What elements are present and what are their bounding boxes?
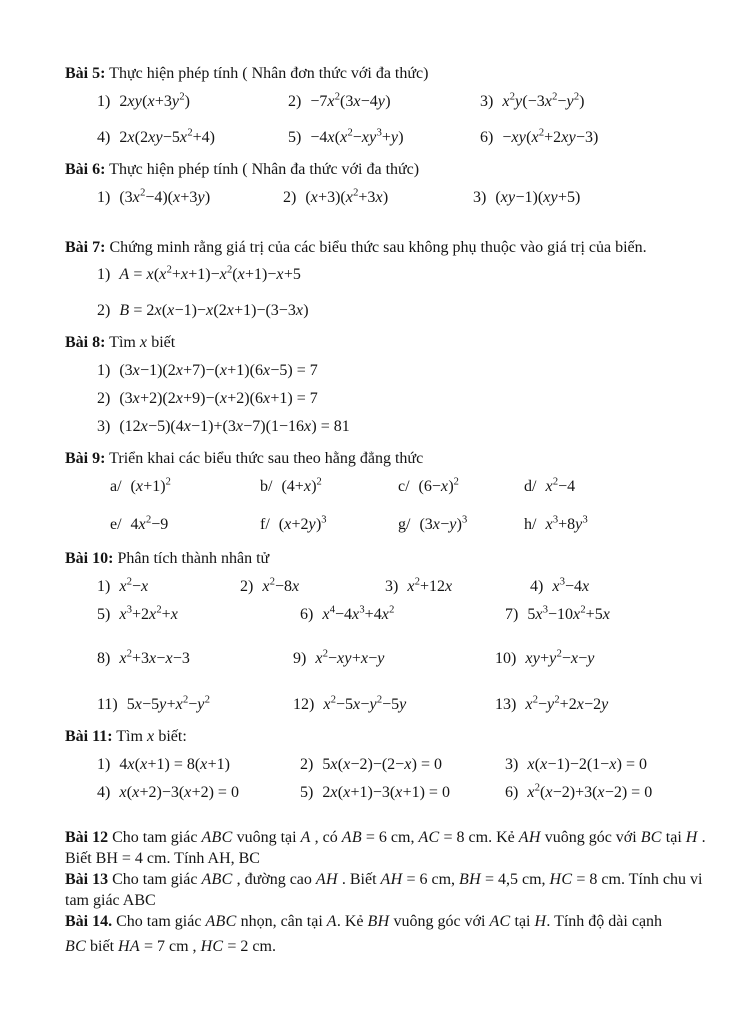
exercise-13 bbox=[65, 869, 713, 911]
math-segment: AC bbox=[489, 913, 511, 931]
math-expression: (12x−5)(4x−1)+(3x−7)(1−16x) = 81 bbox=[119, 418, 350, 436]
math-expression: $x^2+3x-x-3$ bbox=[119, 648, 190, 667]
exercise-5-title-text: Thực hiện phép tính ( Nhân đơn thức với đa thức) bbox=[105, 65, 429, 82]
item-label: a/ bbox=[110, 477, 122, 495]
exercise-10-row-3 bbox=[97, 645, 707, 673]
exercise-6-row-1 bbox=[97, 184, 707, 212]
exercise-10 bbox=[65, 549, 707, 719]
item-label: 3) bbox=[473, 188, 487, 206]
text-segment: biết bbox=[86, 938, 119, 956]
exercise-9-row-2 bbox=[110, 511, 707, 539]
exercise-11-title-text: Tìm bbox=[112, 727, 147, 745]
item-label: 4) bbox=[97, 783, 111, 801]
math-item bbox=[97, 696, 293, 714]
math-expression: $A = x(x^2+x+1)-x^2(x+1)-x+5$ bbox=[119, 265, 301, 284]
math-expression: x(x+2)−3(x+2) = 0 bbox=[119, 783, 239, 801]
item-label: 3) bbox=[97, 418, 111, 436]
math-item bbox=[97, 606, 300, 624]
exercise-9-row-1 bbox=[110, 473, 707, 501]
text-segment: . Biết BH = 4 cm. Tính AH, BC bbox=[65, 828, 706, 867]
item-label: f/ bbox=[260, 515, 270, 533]
exercise-14 bbox=[65, 911, 713, 932]
item-label: 6) bbox=[300, 605, 314, 623]
math-item bbox=[495, 650, 707, 668]
exercise-11-title bbox=[65, 727, 707, 748]
text-segment: Tính độ dài cạnh bbox=[550, 913, 663, 931]
item-label: 1) bbox=[97, 92, 111, 110]
math-expression: 4x(x+1) = 8(x+1) bbox=[119, 755, 230, 773]
math-expression: $5x-5y+x^2-y^2$ bbox=[126, 694, 210, 713]
math-expression: $(4+x)^2$ bbox=[281, 476, 322, 495]
item-label: 10) bbox=[495, 649, 517, 667]
exercise-10-row-4 bbox=[97, 691, 707, 719]
item-label: 6) bbox=[505, 783, 519, 801]
math-segment: HC bbox=[200, 938, 224, 956]
math-expression: $x^3+2x^2+x$ bbox=[119, 604, 179, 623]
exercise-14-number: Bài 14. bbox=[65, 913, 113, 931]
exercise-5 bbox=[65, 64, 707, 152]
exercise-11-row-1 bbox=[97, 751, 707, 779]
item-label: h/ bbox=[524, 515, 537, 533]
math-item bbox=[300, 606, 505, 624]
math-segment: ABC bbox=[201, 828, 233, 846]
math-item bbox=[97, 189, 283, 207]
math-item bbox=[97, 578, 240, 596]
math-item bbox=[110, 516, 260, 534]
math-expression: 2x(x+1)−3(x+1) = 0 bbox=[322, 783, 450, 801]
item-label: 6) bbox=[480, 128, 494, 146]
math-item bbox=[240, 578, 385, 596]
exercise-5-title bbox=[65, 64, 707, 85]
exercise-11-number: Bài 11: bbox=[65, 727, 113, 745]
exercise-6 bbox=[65, 160, 707, 212]
text-segment: vuông góc với bbox=[389, 913, 490, 931]
exercise-6-title-text: Thực hiện phép tính ( Nhân đa thức với đa thức) bbox=[105, 160, 420, 178]
text-segment: = 8 cm. Kẻ bbox=[439, 828, 519, 846]
item-label: 1) bbox=[97, 577, 111, 595]
item-label: 3) bbox=[480, 92, 494, 110]
text-segment: Kẻ bbox=[340, 913, 368, 931]
exercise-7-title-text: Chứng minh rằng giá trị của các biểu thức sau không phụ thuộc vào giá trị của biến. bbox=[105, 238, 647, 256]
math-item bbox=[97, 650, 293, 668]
math-item bbox=[97, 357, 707, 385]
exercise-8-title-text: Tìm bbox=[105, 334, 140, 352]
exercise-6-title bbox=[65, 160, 707, 181]
math-segment: ABC bbox=[201, 870, 233, 888]
math-segment: ABC bbox=[205, 913, 237, 931]
math-item bbox=[288, 93, 480, 111]
math-item bbox=[300, 784, 505, 802]
text-segment: = 6 cm, bbox=[361, 828, 419, 846]
item-label: 5) bbox=[300, 783, 314, 801]
exercise-10-number: Bài 10: bbox=[65, 549, 114, 567]
item-label: 2) bbox=[288, 92, 302, 110]
math-segment: A. bbox=[326, 913, 341, 931]
math-expression: $x^4-4x^3+4x^2$ bbox=[322, 604, 395, 623]
math-item bbox=[260, 478, 398, 496]
math-expression: $x^2y(-3x^2-y^2)$ bbox=[502, 91, 585, 110]
math-expression: $x^2-8x$ bbox=[262, 576, 300, 595]
exercise-5-row-1 bbox=[97, 88, 707, 116]
math-expression: $x^2-5x-y^2-5y$ bbox=[323, 694, 407, 713]
text-segment: = 7 cm , bbox=[139, 938, 201, 956]
exercise-7 bbox=[65, 238, 707, 326]
math-item bbox=[283, 189, 473, 207]
math-item bbox=[97, 129, 288, 147]
math-item bbox=[398, 478, 524, 496]
item-label: d/ bbox=[524, 477, 537, 495]
exercise-7-title bbox=[65, 238, 707, 259]
math-item bbox=[110, 478, 260, 496]
math-expression: $x^2-x$ bbox=[119, 576, 149, 595]
math-item bbox=[260, 516, 398, 534]
item-label: 12) bbox=[293, 695, 315, 713]
math-expression: $x^2(x-2)+3(x-2) = 0$ bbox=[527, 782, 653, 801]
math-expression: $-xy(x^2+2xy-3)$ bbox=[502, 127, 599, 146]
item-label: 2) bbox=[283, 188, 297, 206]
math-item bbox=[97, 784, 300, 802]
math-item bbox=[398, 516, 524, 534]
exercise-9-title-text: Triển khai các biểu thức sau theo hằng đẳng thức bbox=[105, 450, 424, 468]
item-label: 1) bbox=[97, 266, 111, 284]
math-expression: $-4x(x^2-xy^3+y)$ bbox=[310, 127, 404, 146]
exercise-9 bbox=[65, 449, 707, 539]
math-expression: $x^2+12x$ bbox=[407, 576, 453, 595]
math-item bbox=[480, 129, 707, 147]
item-label: 11) bbox=[97, 695, 118, 713]
math-item bbox=[97, 261, 707, 289]
text-segment: tại bbox=[510, 913, 535, 931]
exercise-6-number: Bài 6: bbox=[65, 160, 106, 178]
item-label: 1) bbox=[97, 755, 111, 773]
exercise-10-row-2 bbox=[97, 601, 707, 629]
exercise-10-title bbox=[65, 549, 707, 570]
math-segment: AH bbox=[380, 870, 403, 888]
math-expression: $x^2-y^2+2x-2y$ bbox=[525, 694, 609, 713]
text-segment: . Biết bbox=[337, 870, 381, 888]
math-expression: x(x−1)−2(1−x) = 0 bbox=[527, 755, 647, 773]
exercise-8 bbox=[65, 333, 707, 441]
math-segment: HA bbox=[118, 938, 140, 956]
math-segment: H bbox=[685, 828, 698, 846]
math-item bbox=[97, 385, 707, 413]
math-segment: BC bbox=[65, 938, 87, 956]
math-item bbox=[97, 756, 300, 774]
math-expression: 5x(x−2)−(2−x) = 0 bbox=[322, 755, 442, 773]
item-label: g/ bbox=[398, 515, 411, 533]
exercise-10-title-text: Phân tích thành nhân tử bbox=[113, 549, 270, 567]
text-segment: vuông tại bbox=[232, 828, 301, 846]
text-segment: nhọn, cân tại bbox=[236, 913, 327, 931]
math-segment: BC bbox=[640, 828, 662, 846]
math-item bbox=[505, 606, 707, 624]
exercise-11 bbox=[65, 727, 707, 807]
math-expression: $2xy(x+3y^2)$ bbox=[119, 91, 190, 110]
text-segment: Cho tam giác bbox=[108, 828, 202, 846]
item-label: 4) bbox=[97, 128, 111, 146]
exercise-10-row-1 bbox=[97, 573, 707, 601]
math-item bbox=[385, 578, 530, 596]
math-expression: (3x+2)(2x+9)−(x+2)(6x+1) = 7 bbox=[119, 390, 318, 408]
item-label: 5) bbox=[97, 605, 111, 623]
math-expression: $x^2-4$ bbox=[545, 476, 576, 495]
math-segment: BH bbox=[367, 913, 390, 931]
exercise-5-row-2 bbox=[97, 124, 707, 152]
title-math-x: x bbox=[146, 727, 155, 745]
math-expression: B = 2x(x−1)−x(2x+1)−(3−3x) bbox=[119, 302, 309, 320]
math-segment: HC bbox=[549, 870, 573, 888]
math-expression: $(3x-y)^3$ bbox=[419, 514, 468, 533]
math-item bbox=[293, 650, 495, 668]
math-item bbox=[97, 93, 288, 111]
exercise-11-title-text-2: biết: bbox=[154, 727, 187, 745]
item-label: 3) bbox=[385, 577, 399, 595]
exercise-9-number: Bài 9: bbox=[65, 450, 106, 468]
math-segment: AB bbox=[341, 828, 362, 846]
math-expression: (xy−1)(xy+5) bbox=[495, 188, 581, 206]
math-item bbox=[524, 478, 707, 496]
math-item bbox=[524, 516, 707, 534]
exercise-13-number: Bài 13 bbox=[65, 870, 109, 888]
math-item bbox=[473, 189, 707, 207]
exercise-5-number: Bài 5: bbox=[65, 65, 106, 82]
math-expression: (3x−1)(2x+7)−(x+1)(6x−5) = 7 bbox=[119, 362, 318, 380]
math-item bbox=[97, 413, 707, 441]
math-expression: $(3x^2-4)(x+3y)$ bbox=[119, 187, 211, 206]
exercise-11-row-2 bbox=[97, 779, 707, 807]
item-label: 4) bbox=[530, 577, 544, 595]
math-item bbox=[288, 129, 480, 147]
text-segment: tại bbox=[661, 828, 686, 846]
math-expression: $(x+2y)^3$ bbox=[278, 514, 327, 533]
title-math-x: x bbox=[139, 334, 148, 352]
math-item bbox=[495, 696, 707, 714]
exercise-14-line-2 bbox=[65, 936, 713, 957]
math-expression: $4x^2-9$ bbox=[130, 514, 169, 533]
text-segment: , đường cao bbox=[232, 870, 316, 888]
exercise-8-number: Bài 8: bbox=[65, 334, 106, 352]
item-label: 3) bbox=[505, 755, 519, 773]
math-item bbox=[300, 756, 505, 774]
exercise-8-title-text-2: biết bbox=[147, 334, 176, 352]
exercise-9-title bbox=[65, 449, 707, 470]
math-expression: $(x+3)(x^2+3x)$ bbox=[305, 187, 389, 206]
math-segment: AH bbox=[315, 870, 338, 888]
exercise-7-number: Bài 7: bbox=[65, 238, 106, 256]
math-item bbox=[293, 696, 495, 714]
math-expression: $x^3-4x$ bbox=[552, 576, 590, 595]
item-label: c/ bbox=[398, 477, 410, 495]
item-label: 2) bbox=[240, 577, 254, 595]
item-label: 13) bbox=[495, 695, 517, 713]
text-segment: vuông góc với bbox=[540, 828, 641, 846]
item-label: 8) bbox=[97, 649, 111, 667]
math-expression: $5x^3-10x^2+5x$ bbox=[527, 604, 611, 623]
math-item bbox=[97, 297, 707, 325]
math-expression: $(6-x)^2$ bbox=[418, 476, 459, 495]
math-segment: H. bbox=[534, 913, 551, 931]
math-item bbox=[505, 756, 707, 774]
math-segment: BH bbox=[459, 870, 481, 888]
item-label: 2) bbox=[300, 755, 314, 773]
exercise-12 bbox=[65, 827, 713, 869]
item-label: b/ bbox=[260, 477, 273, 495]
math-segment: AC bbox=[418, 828, 440, 846]
math-expression: $x^2-xy+x-y$ bbox=[315, 648, 385, 667]
math-item bbox=[480, 93, 707, 111]
text-segment: Cho tam giác bbox=[112, 913, 206, 931]
item-label: 7) bbox=[505, 605, 519, 623]
exercise-8-title bbox=[65, 333, 707, 354]
math-expression: $x^3+8y^3$ bbox=[545, 514, 588, 533]
text-segment: = 6 cm, bbox=[402, 870, 460, 888]
item-label: 1) bbox=[97, 362, 111, 380]
text-segment: = 2 cm. bbox=[223, 938, 276, 956]
text-segment: Cho tam giác bbox=[108, 870, 202, 888]
math-item bbox=[505, 784, 707, 802]
math-expression: $-7x^2(3x-4y)$ bbox=[310, 91, 391, 110]
item-label: 5) bbox=[288, 128, 302, 146]
math-expression: $2x(2xy-5x^2+4)$ bbox=[119, 127, 215, 146]
item-label: 9) bbox=[293, 649, 307, 667]
math-expression: $xy+y^2-x-y$ bbox=[525, 648, 595, 667]
item-label: 1) bbox=[97, 188, 111, 206]
text-segment: = 4,5 cm, bbox=[480, 870, 550, 888]
item-label: 2) bbox=[97, 390, 111, 408]
math-segment: A bbox=[300, 828, 311, 846]
math-segment: AH bbox=[518, 828, 541, 846]
item-label: e/ bbox=[110, 515, 122, 533]
exercise-12-number: Bài 12 bbox=[65, 828, 109, 846]
item-label: 2) bbox=[97, 302, 111, 320]
text-segment: = 8 cm. Tính chu vi tam giác ABC bbox=[65, 870, 703, 909]
text-segment: , có bbox=[310, 828, 342, 846]
math-expression: $(x+1)^2$ bbox=[130, 476, 171, 495]
math-item bbox=[530, 578, 707, 596]
